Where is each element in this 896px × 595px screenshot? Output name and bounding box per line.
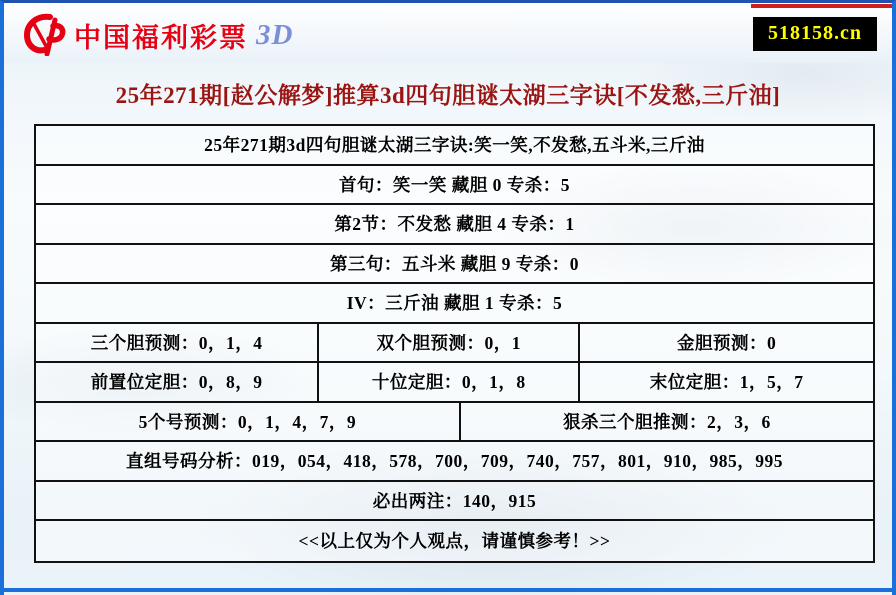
table-row-must-two [36, 482, 873, 522]
bottom-border-bar [4, 588, 892, 592]
table-row-five-and-kill [36, 403, 873, 443]
prediction-table [34, 124, 875, 563]
kill-three-dan-cell: 狠杀三个胆推测：2，3，6 [459, 403, 873, 441]
straight-group-cell: 直组号码分析：019，054，418，578，700，709，740，757，801，910，985，995 [126, 451, 783, 472]
fourth-line-cell: IV：三斤油 藏胆 1 专杀：5 [346, 293, 563, 314]
front-pos-dan-cell: 前置位定胆：0，8，9 [90, 372, 263, 393]
table-row-fourth-line [36, 284, 873, 324]
site-header [4, 3, 892, 63]
title-row [4, 63, 892, 123]
table-row-first-line [36, 166, 873, 206]
disclaimer-cell: <<以上仅为个人观点，请谨慎参考！>> [298, 531, 611, 552]
brand-name: 中国福利彩票 [74, 23, 248, 53]
table-row-dan-predictions [36, 324, 873, 364]
table-row-straight-group [36, 442, 873, 482]
last-pos-dan-cell: 末位定胆：1，5，7 [578, 363, 873, 401]
three-dan-cell: 三个胆预测：0，1，4 [90, 332, 263, 353]
second-line-cell: 第2节：不发愁 藏胆 4 专杀：1 [334, 214, 575, 235]
must-two-notes-cell: 必出两注：140，915 [372, 490, 537, 511]
riddle-cell: 25年271期3d四句胆谜太湖三字诀:笑一笑,不发愁,五斗米,三斤油 [204, 135, 705, 156]
third-line-cell: 第三句：五斗米 藏胆 9 专杀：0 [329, 253, 580, 274]
tens-pos-dan-cell: 十位定胆：0，1，8 [317, 363, 578, 401]
red-accent-line [751, 4, 892, 8]
table-row-position-dan [36, 363, 873, 403]
table-row-disclaimer [36, 521, 873, 561]
china-welfare-lottery-logo-icon [20, 10, 66, 61]
table-row-riddle [36, 126, 873, 166]
first-line-cell: 首句：笑一笑 藏胆 0 专杀：5 [338, 174, 571, 195]
brand-3d-label: 3D [256, 19, 294, 51]
site-domain-badge: 518158.cn [753, 17, 877, 51]
two-dan-cell: 双个胆预测：0，1 [317, 324, 578, 362]
table-row-second-line [36, 205, 873, 245]
gold-dan-cell: 金胆预测：0 [578, 324, 873, 362]
five-num-pred-cell: 5个号预测：0，1，4，7，9 [138, 411, 357, 432]
brand [20, 10, 293, 61]
table-row-third-line [36, 245, 873, 285]
page-title: 25年271期[赵公解梦]推算3d四句胆谜太湖三字诀[不发愁,三斤油] [115, 82, 781, 108]
